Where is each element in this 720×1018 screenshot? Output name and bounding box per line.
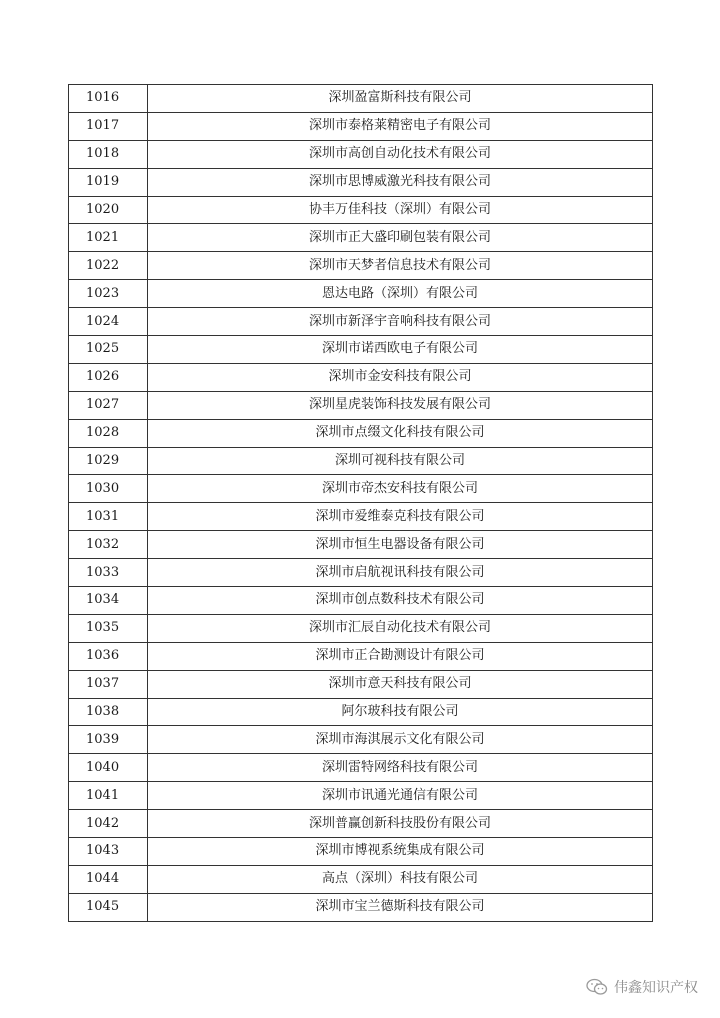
row-number: 1024 bbox=[69, 308, 148, 336]
company-name: 深圳普赢创新科技股份有限公司 bbox=[148, 810, 653, 838]
row-number: 1033 bbox=[69, 559, 148, 587]
table-row bbox=[69, 85, 653, 113]
table-row bbox=[69, 642, 653, 670]
table-row bbox=[69, 475, 653, 503]
company-name: 深圳市宝兰德斯科技有限公司 bbox=[148, 893, 653, 921]
table-row bbox=[69, 447, 653, 475]
company-name: 深圳市恒生电器设备有限公司 bbox=[148, 531, 653, 559]
table-row bbox=[69, 726, 653, 754]
table-row bbox=[69, 336, 653, 364]
company-name: 深圳市泰格莱精密电子有限公司 bbox=[148, 112, 653, 140]
company-list-body bbox=[69, 85, 653, 922]
row-number: 1018 bbox=[69, 140, 148, 168]
table-row bbox=[69, 140, 653, 168]
company-list-table bbox=[68, 84, 653, 922]
table-row bbox=[69, 838, 653, 866]
company-name: 深圳市正合勘测设计有限公司 bbox=[148, 642, 653, 670]
row-number: 1032 bbox=[69, 531, 148, 559]
row-number: 1021 bbox=[69, 224, 148, 252]
company-name: 深圳市点缀文化科技有限公司 bbox=[148, 419, 653, 447]
company-name: 深圳市正大盛印刷包装有限公司 bbox=[148, 224, 653, 252]
row-number: 1040 bbox=[69, 754, 148, 782]
row-number: 1030 bbox=[69, 475, 148, 503]
company-name: 深圳市海淇展示文化有限公司 bbox=[148, 726, 653, 754]
row-number: 1022 bbox=[69, 252, 148, 280]
row-number: 1036 bbox=[69, 642, 148, 670]
row-number: 1037 bbox=[69, 670, 148, 698]
company-name: 深圳市汇辰自动化技术有限公司 bbox=[148, 614, 653, 642]
table-row bbox=[69, 754, 653, 782]
table-row bbox=[69, 810, 653, 838]
table-row bbox=[69, 308, 653, 336]
table-row bbox=[69, 893, 653, 921]
company-name: 深圳市思博威激光科技有限公司 bbox=[148, 168, 653, 196]
company-name: 深圳市意天科技有限公司 bbox=[148, 670, 653, 698]
row-number: 1016 bbox=[69, 85, 148, 113]
row-number: 1039 bbox=[69, 726, 148, 754]
row-number: 1020 bbox=[69, 196, 148, 224]
table-row bbox=[69, 531, 653, 559]
wechat-icon bbox=[586, 978, 608, 996]
table-row bbox=[69, 614, 653, 642]
table-row bbox=[69, 865, 653, 893]
company-name: 协丰万佳科技（深圳）有限公司 bbox=[148, 196, 653, 224]
table-row bbox=[69, 503, 653, 531]
company-name: 阿尔玻科技有限公司 bbox=[148, 698, 653, 726]
row-number: 1042 bbox=[69, 810, 148, 838]
table-row bbox=[69, 391, 653, 419]
row-number: 1038 bbox=[69, 698, 148, 726]
company-name: 深圳市金安科技有限公司 bbox=[148, 363, 653, 391]
table-row bbox=[69, 782, 653, 810]
row-number: 1023 bbox=[69, 280, 148, 308]
company-name: 深圳市新泽宇音响科技有限公司 bbox=[148, 308, 653, 336]
company-name: 深圳星虎装饰科技发展有限公司 bbox=[148, 391, 653, 419]
company-name: 深圳市博视系统集成有限公司 bbox=[148, 838, 653, 866]
company-name: 深圳可视科技有限公司 bbox=[148, 447, 653, 475]
row-number: 1017 bbox=[69, 112, 148, 140]
company-name: 深圳市启航视讯科技有限公司 bbox=[148, 559, 653, 587]
row-number: 1041 bbox=[69, 782, 148, 810]
row-number: 1045 bbox=[69, 893, 148, 921]
company-name: 深圳盈富斯科技有限公司 bbox=[148, 85, 653, 113]
row-number: 1044 bbox=[69, 865, 148, 893]
row-number: 1028 bbox=[69, 419, 148, 447]
table-row bbox=[69, 252, 653, 280]
company-name: 深圳市爱维泰克科技有限公司 bbox=[148, 503, 653, 531]
company-name: 深圳市创点数科技术有限公司 bbox=[148, 587, 653, 615]
watermark-text: 伟鑫知识产权 bbox=[614, 980, 698, 996]
table-row bbox=[69, 280, 653, 308]
company-name: 深圳市讯通光通信有限公司 bbox=[148, 782, 653, 810]
table-row bbox=[69, 168, 653, 196]
row-number: 1025 bbox=[69, 336, 148, 364]
table-row bbox=[69, 363, 653, 391]
row-number: 1026 bbox=[69, 363, 148, 391]
row-number: 1035 bbox=[69, 614, 148, 642]
row-number: 1019 bbox=[69, 168, 148, 196]
company-name: 深圳市天梦者信息技术有限公司 bbox=[148, 252, 653, 280]
table-row bbox=[69, 587, 653, 615]
table-row bbox=[69, 559, 653, 587]
watermark bbox=[586, 977, 698, 997]
company-name: 恩达电路（深圳）有限公司 bbox=[148, 280, 653, 308]
row-number: 1034 bbox=[69, 587, 148, 615]
company-name: 高点（深圳）科技有限公司 bbox=[148, 865, 653, 893]
table-row bbox=[69, 698, 653, 726]
row-number: 1027 bbox=[69, 391, 148, 419]
company-name: 深圳市诺西欧电子有限公司 bbox=[148, 336, 653, 364]
table-row bbox=[69, 196, 653, 224]
row-number: 1029 bbox=[69, 447, 148, 475]
table-row bbox=[69, 670, 653, 698]
company-name: 深圳雷特网络科技有限公司 bbox=[148, 754, 653, 782]
table-row bbox=[69, 224, 653, 252]
company-name: 深圳市高创自动化技术有限公司 bbox=[148, 140, 653, 168]
table-row bbox=[69, 419, 653, 447]
row-number: 1031 bbox=[69, 503, 148, 531]
table-row bbox=[69, 112, 653, 140]
company-name: 深圳市帝杰安科技有限公司 bbox=[148, 475, 653, 503]
row-number: 1043 bbox=[69, 838, 148, 866]
